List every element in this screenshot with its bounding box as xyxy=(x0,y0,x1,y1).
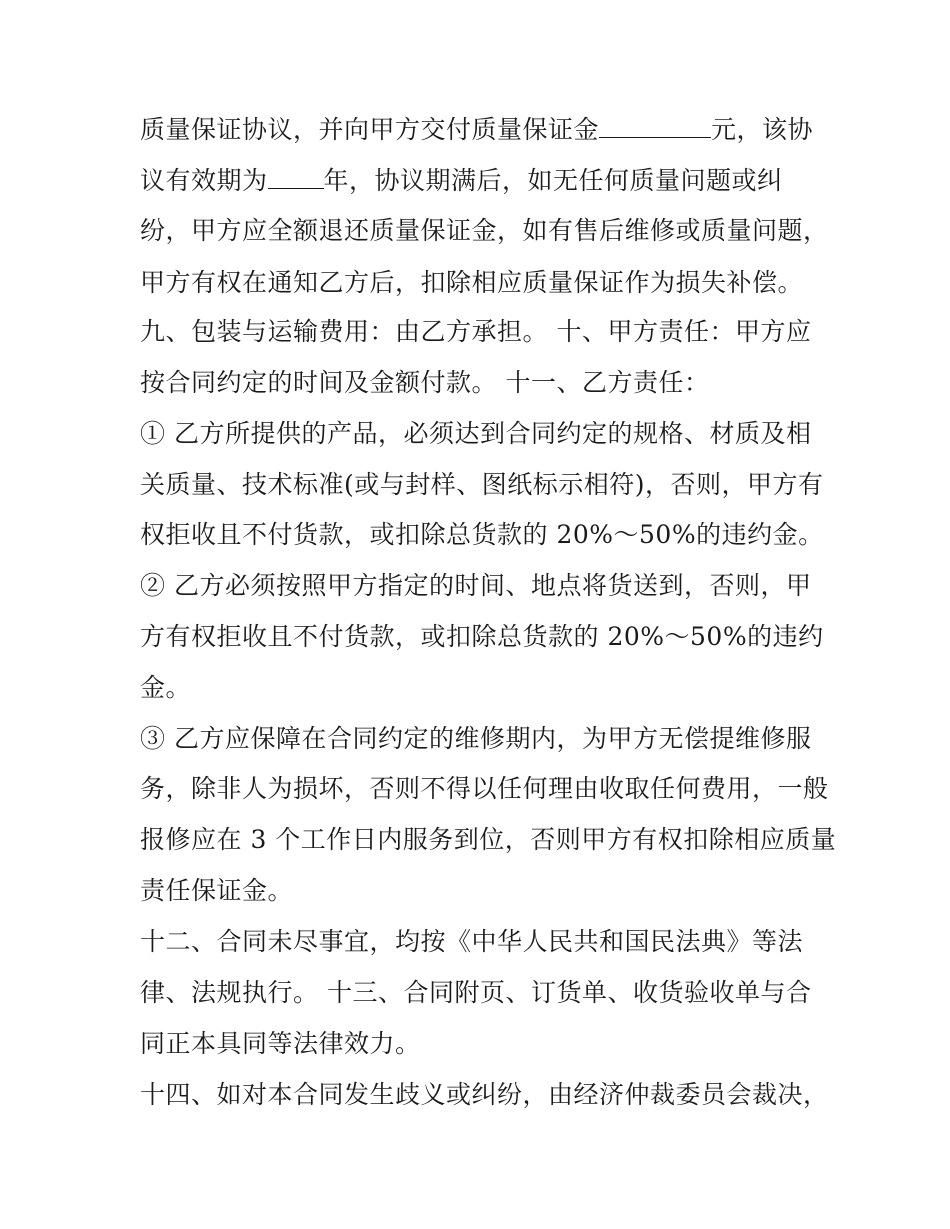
text-line-20: 十四、如对本合同发生歧义或纠纷，由经济仲裁委员会裁决， xyxy=(140,1080,829,1109)
text-line-17: 十二、合同未尽事宜，均按《中华人民共和国民法典》等法 xyxy=(140,927,804,956)
text-line-7: ① 乙方所提供的产品，必须达到合同约定的规格、材质及相 xyxy=(140,419,812,448)
text-segment: 年，协议期满后，如无任何质量问题或纠 xyxy=(323,166,783,195)
text-line-15: 报修应在 3 个工作日内服务到位，否则甲方有权扣除相应质量 xyxy=(140,825,837,854)
fill-in-blank-years xyxy=(268,164,324,189)
text-line-2 xyxy=(140,161,830,201)
text-line-14: 务，除非人为损坏，否则不得以任何理由收取任何费用，一般 xyxy=(140,774,829,803)
text-line-18: 律、法规执行。 十三、合同附页、订货单、收货验收单与合 xyxy=(140,978,812,1007)
text-line-6: 按合同约定的时间及金额付款。 十一、乙方责任： xyxy=(140,368,710,397)
text-line-10: ② 乙方必须按照甲方指定的时间、地点将货送到，否则，甲 xyxy=(140,571,812,600)
text-line-13: ③ 乙方应保障在合同约定的维修期内，为甲方无偿提维修服 xyxy=(140,724,812,753)
text-line-12: 金。 xyxy=(140,673,192,702)
text-segment: 议有效期为 xyxy=(140,166,268,195)
text-line-11: 方有权拒收且不付货款，或扣除总货款的 20%～50%的违约 xyxy=(140,622,824,651)
text-line-4: 甲方有权在通知乙方后，扣除相应质量保证作为损失补偿。 xyxy=(140,268,804,297)
text-line-5: 九、包装与运输费用：由乙方承担。 十、甲方责任：甲方应 xyxy=(140,317,812,346)
text-line-1 xyxy=(140,110,830,150)
text-segment: 质量保证协议，并向甲方交付质量保证金 xyxy=(140,115,600,144)
text-line-3: 纷，甲方应全额退还质量保证金，如有售后维修或质量问题， xyxy=(140,216,829,245)
text-line-9: 权拒收且不付货款，或扣除总货款的 20%～50%的违约金。 xyxy=(140,520,824,549)
text-line-8: 关质量、技术标准(或与封样、图纸标示相符)，否则，甲方有 xyxy=(140,470,824,499)
fill-in-blank-amount xyxy=(599,113,711,138)
text-segment: 元，该协 xyxy=(711,115,814,144)
text-line-19: 同正本具同等法律效力。 xyxy=(140,1029,421,1058)
text-line-16: 责任保证金。 xyxy=(140,876,294,905)
